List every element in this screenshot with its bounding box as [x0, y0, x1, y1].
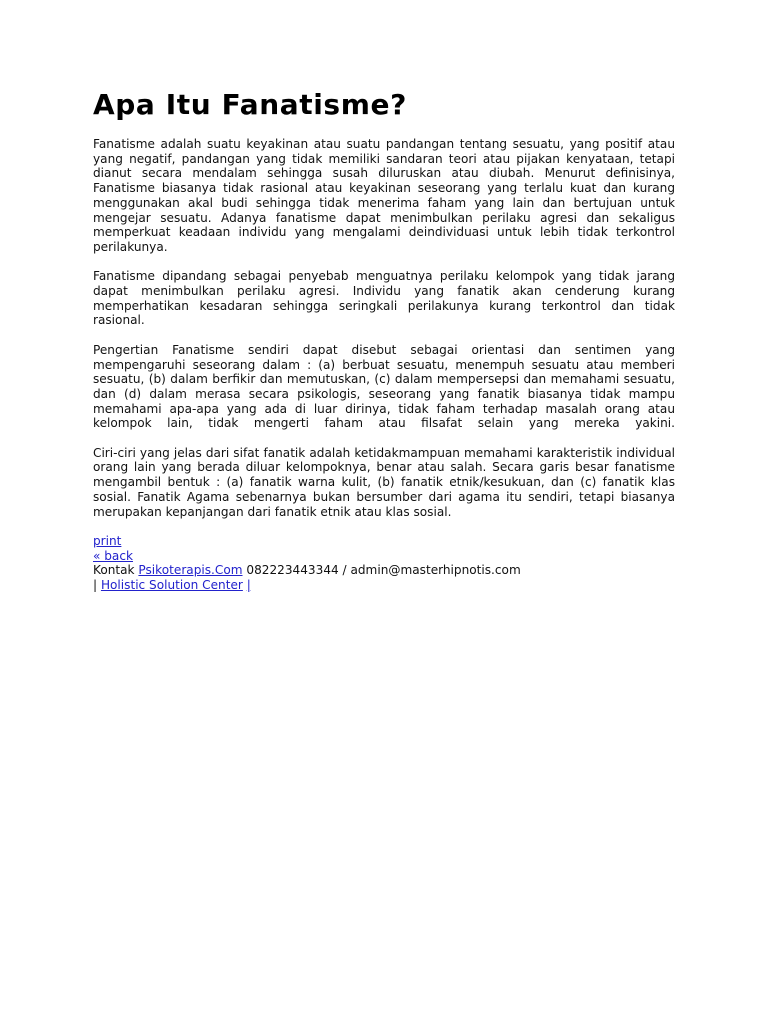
- psikoterapis-link[interactable]: Psikoterapis.Com: [138, 563, 243, 578]
- holistic-line: [93, 578, 675, 593]
- contact-line: [93, 563, 675, 578]
- contact-text: 082223443344 / admin@masterhipnotis.com: [246, 563, 521, 578]
- paragraph-characteristics: Ciri-ciri yang jelas dari sifat fanatik adalah ketidakmampuan memahami karakteristik individual orang lain yang berada diluar kelompoknya, benar atau salah. Secara garis besar fanatisme mengambil bentuk : (a) fanatik warna kulit, (b) fanatik etnik/kesukuan, dan (c) fanatik klas sosial. Fanatik Agama sebenarnya bukan bersumber dari agama itu sendiri, tetapi biasanya merupakan kepanjangan dari fanatik etnik atau klas sosial.: [93, 445, 675, 519]
- paragraph-group-behavior: Fanatisme dipandang sebagai penyebab menguatnya perilaku kelompok yang tidak jarang dapat menimbulkan perilaku agresi. Individu yang fanatik akan cenderung kurang memperhatikan kesadaran sehingga seringkali perilakunya kurang terkontrol dan tidak rasional.: [93, 269, 675, 328]
- print-line: [93, 534, 675, 549]
- back-line: [93, 549, 675, 564]
- paragraph-orientation: Pengertian Fanatisme sendiri dapat disebut sebagai orientasi dan sentimen yang mempengaruhi seseorang dalam : (a) berbuat sesuatu, menempuh sesuatu atau memberi sesuatu, (b) dalam berfikir dan memutuskan, (c) dalam mempersepsi dan memahami sesuatu, dan (d) dalam merasa secara psikologis, seseorang yang fanatik biasanya tidak mampu memahami apa-apa yang ada di luar dirinya, tidak faham terhadap masalah orang atau kelompok lain, tidak mengerti faham atau filsafat selain yang mereka yakini.: [93, 342, 675, 431]
- footer-links: [93, 534, 675, 593]
- holistic-solution-center-link[interactable]: Holistic Solution Center: [100, 578, 243, 593]
- separator-right-link[interactable]: |: [246, 578, 251, 593]
- paragraph-definition: Fanatisme adalah suatu keyakinan atau suatu pandangan tentang sesuatu, yang positif atau yang negatif, pandangan yang tidak memiliki sandaran teori atau pijakan kenyataan, tetapi dianut secara mendalam sehingga susah diluruskan atau diubah. Menurut definisinya, Fanatisme biasanya tidak rasional atau keyakinan seseorang yang terlalu kuat dan kurang menggunakan akal budi sehingga tidak menerima faham yang lain dan bertujuan untuk mengejar sesuatu. Adanya fanatisme dapat menimbulkan perilaku agresi dan sekaligus memperkuat keadaan individu yang mengalami deindividuasi untuk lebih tidak terkontrol perilakunya.: [93, 137, 675, 254]
- page-title: Apa Itu Fanatisme?: [93, 88, 407, 121]
- separator-left: |: [93, 578, 98, 593]
- kontak-label: Kontak: [93, 563, 135, 578]
- article: [93, 86, 675, 593]
- print-link[interactable]: print: [93, 533, 122, 548]
- back-link[interactable]: « back: [93, 548, 133, 563]
